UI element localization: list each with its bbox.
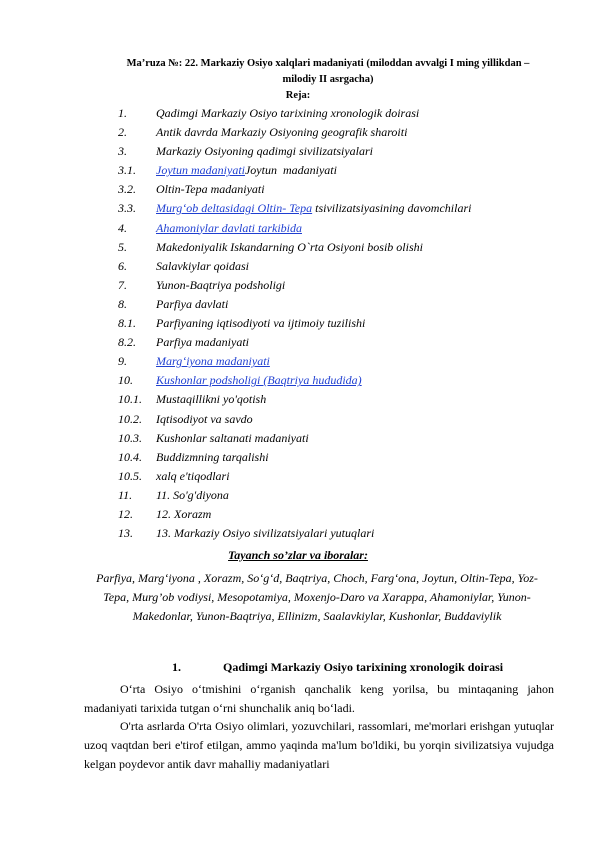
toc-number: 9. xyxy=(118,354,127,369)
toc-number: 3.3. xyxy=(118,201,136,216)
toc-text: Qadimgi Markaziy Osiyo tarixining xronologik doirasi xyxy=(156,106,420,120)
keywords-heading: Tayanch so’zlar va iboralar: xyxy=(228,548,368,562)
toc-item xyxy=(118,295,558,314)
toc-number: 10.2. xyxy=(118,411,142,426)
paragraph: O'rta asrlarda O'rta Osiyo olimlari, yozuvchilari, rassomlari, me'morlari erishgan yutuqlar uzoq vaqtdan beri e'tirof etilgan, ammo yaqinda ma'lum bo'ldiki, bu yorqin sivilizatsiya vujudga kelgan poydevor antik davr mahalliy madaniyatlari xyxy=(84,719,554,771)
toc-item xyxy=(118,199,558,218)
toc-item xyxy=(118,352,558,371)
toc-item xyxy=(118,448,558,467)
toc-number: 4. xyxy=(118,220,127,235)
toc-number: 2. xyxy=(118,125,127,140)
plan-label: Reja: xyxy=(285,90,311,101)
toc-number: 10.1. xyxy=(118,392,142,407)
toc-text: Antik davrda Markaziy Osiyoning geografik sharoiti xyxy=(156,125,408,140)
toc-number: 8. xyxy=(118,296,127,311)
toc-text: 12. Xorazm xyxy=(156,506,212,521)
toc-number: 8.2. xyxy=(118,335,136,350)
toc-number: 3.1. xyxy=(118,163,136,178)
toc-link[interactable]: Kushonlar podsholigi (Baqtriya hududida) xyxy=(156,373,362,388)
toc-item xyxy=(118,333,558,352)
toc-text: xalq e'tiqodlari xyxy=(156,468,230,483)
toc-number: 1. xyxy=(118,106,127,120)
toc-text: Buddizmning tarqalishi xyxy=(156,449,269,464)
toc-number: 13. xyxy=(118,526,133,541)
toc-text: Kushonlar saltanati madaniyati xyxy=(156,430,309,445)
toc-item xyxy=(118,104,558,123)
toc-item xyxy=(118,257,558,276)
toc-item xyxy=(118,276,558,295)
section-number: 1. xyxy=(172,660,181,674)
table-of-contents xyxy=(118,104,558,543)
toc-item xyxy=(118,410,558,429)
toc-number: 10.5. xyxy=(118,468,142,483)
toc-text: 13. Markaziy Osiyo sivilizatsiyalari yutuqlari xyxy=(156,526,375,541)
toc-text: Iqtisodiyot va savdo xyxy=(156,411,253,426)
toc-number: 3.2. xyxy=(118,182,136,197)
toc-number: 7. xyxy=(118,277,127,292)
toc-number: 11. xyxy=(118,487,133,502)
toc-number: 10.3. xyxy=(118,430,142,445)
toc-text: Makedoniyalik Iskandarning O`rta Osiyoni bosib olishi xyxy=(156,239,423,254)
paragraph: O‘rta Osiyo o‘tmishini o‘rganish qanchalik keng yorilsa, bu mintaqaning jahon madaniyati tarixida tutgan o‘rni shunchalik aniq bo‘ladi. xyxy=(84,682,554,715)
toc-link[interactable]: Ahamoniylar davlati tarkibida xyxy=(156,220,302,235)
toc-number: 8.1. xyxy=(118,316,136,331)
toc-item xyxy=(118,390,558,409)
toc-text: Parfiya madaniyati xyxy=(156,335,249,350)
toc-text: Mustaqillikni yo'qotish xyxy=(156,392,267,407)
toc-text: Parfiyaning iqtisodiyoti va ijtimoiy tuzilishi xyxy=(156,316,366,331)
toc-item xyxy=(118,524,558,543)
keywords-text: Parfiya, Marg‘iyona , Xorazm, So‘g‘d, Baqtriya, Choch, Farg‘ona, Joytun, Oltin-Tepa, Yoz-Tepa, Murg’ob vodiysi, Mesopotamiya, Moxenjo-Daro va Xarappa, Ahamoniylar, Yunon-Makedonlar, Yunon-Baqtriya, Ellinizm, Saalavkiylar, Kushonlar, Buddaviylik xyxy=(96,571,538,623)
toc-number: 6. xyxy=(118,258,127,273)
toc-item xyxy=(118,219,558,238)
toc-number: 10. xyxy=(118,373,133,388)
toc-item xyxy=(118,505,558,524)
toc-text: Yunon-Baqtriya podsholigi xyxy=(156,277,286,292)
toc-text: Joytun madaniyati xyxy=(244,163,337,178)
toc-item xyxy=(118,180,558,199)
section-title: Qadimgi Markaziy Osiyo tarixining xronologik doirasi xyxy=(223,660,504,674)
toc-link[interactable]: Marg‘iyona madaniyati xyxy=(156,354,270,369)
toc-item xyxy=(118,467,558,486)
toc-number: 10.4. xyxy=(118,449,142,464)
toc-text: Oltin-Tepa madaniyati xyxy=(156,182,265,197)
lecture-title: Ma’ruza №: 22. Markaziy Osiyo xalqlari madaniyati (miloddan avvalgi I ming yillikdan – milodiy II asrgacha) xyxy=(126,58,530,85)
toc-text: tsivilizatsiyasining davomchilari xyxy=(312,201,472,216)
toc-text: 11. So'g'diyona xyxy=(156,487,229,502)
toc-link[interactable]: Murg‘ob deltasidagi Oltin- Tepa xyxy=(156,201,313,216)
toc-link[interactable]: Joytun madaniyati xyxy=(156,163,245,178)
toc-number: 5. xyxy=(118,239,127,254)
toc-item xyxy=(118,371,558,390)
toc-item xyxy=(118,161,558,180)
toc-text: Markaziy Osiyoning qadimgi sivilizatsiyalari xyxy=(156,144,373,159)
toc-item xyxy=(118,123,558,142)
toc-number: 12. xyxy=(118,506,133,521)
toc-item xyxy=(118,142,558,161)
toc-item xyxy=(118,238,558,257)
toc-item xyxy=(118,486,558,505)
toc-text: Parfiya davlati xyxy=(156,296,229,311)
toc-number: 3. xyxy=(118,144,127,159)
toc-text: Salavkiylar qoidasi xyxy=(156,258,249,273)
toc-item xyxy=(118,314,558,333)
toc-item xyxy=(118,429,558,448)
